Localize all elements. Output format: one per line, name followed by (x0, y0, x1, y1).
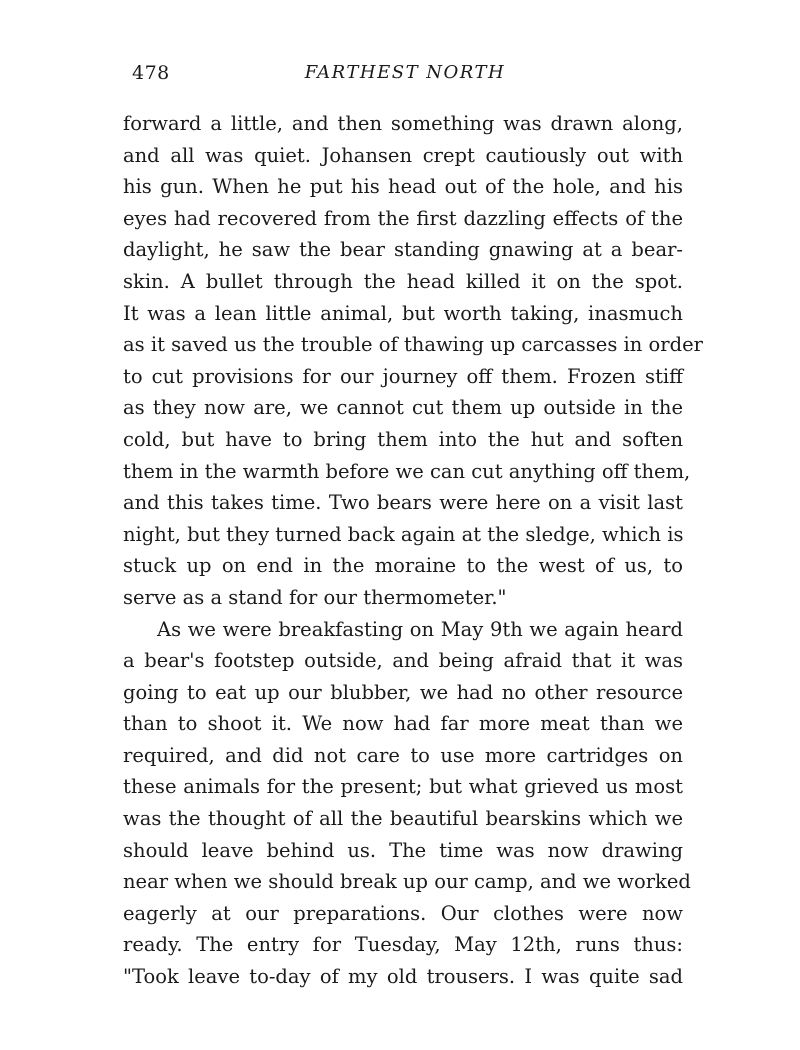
text-line: should leave behind us. The time was now drawing (123, 838, 683, 862)
text-line: going to eat up our blubber, we had no other resource (123, 680, 683, 704)
paragraph-2 (123, 614, 691, 993)
text-line: As we were breakfasting on May 9th we again heard (157, 617, 683, 641)
text-line: as it saved us the trouble of thawing up carcasses in order (123, 333, 703, 357)
text-line: forward a little, and then something was drawn along, (123, 112, 683, 135)
text-line: near when we should break up our camp, and we worked (123, 870, 691, 894)
body-text (123, 108, 703, 993)
text-line: daylight, he saw the bear standing gnawing at a bear- (123, 238, 683, 262)
text-line: skin. A bullet through the head killed it on the spot. (123, 269, 683, 293)
text-line: as they now are, we cannot cut them up outside in the (123, 396, 683, 420)
text-line: than to shoot it. We now had far more meat than we (123, 712, 683, 736)
text-line: eyes had recovered from the first dazzling effects of the (123, 206, 683, 230)
paragraph-1 (123, 108, 703, 614)
text-line: these animals for the present; but what grieved us most (123, 775, 683, 799)
text-line: required, and did not care to use more cartridges on (123, 743, 683, 767)
text-line: a bear's footstep outside, and being afraid that it was (123, 649, 683, 673)
text-line: eagerly at our preparations. Our clothes were now (123, 901, 683, 925)
running-head (120, 62, 690, 86)
text-line: to cut provisions for our journey off them. Frozen stiff (123, 364, 683, 388)
text-line: stuck up on end in the moraine to the west of us, to (123, 554, 683, 578)
text-line: cold, but have to bring them into the hut and soften (123, 427, 683, 451)
text-line: them in the warmth before we can cut anything off them, (123, 459, 691, 483)
text-line: serve as a stand for our thermometer." (123, 585, 507, 609)
text-line: and all was quiet. Johansen crept cautiously out with (123, 143, 683, 167)
text-line: It was a lean little animal, but worth taking, inasmuch (123, 301, 683, 325)
text-line: "Took leave to-day of my old trousers. I was quite sad (123, 965, 683, 989)
text-line: night, but they turned back again at the sledge, which is (123, 522, 684, 546)
page-number: 478 (132, 62, 170, 84)
text-line: was the thought of all the beautiful bearskins which we (123, 807, 683, 831)
text-line: and this takes time. Two bears were here on a visit last (123, 491, 683, 515)
running-title: FARTHEST NORTH (304, 62, 506, 83)
text-line: ready. The entry for Tuesday, May 12th, runs thus: (123, 933, 683, 957)
text-line: his gun. When he put his head out of the hole, and his (123, 175, 683, 199)
